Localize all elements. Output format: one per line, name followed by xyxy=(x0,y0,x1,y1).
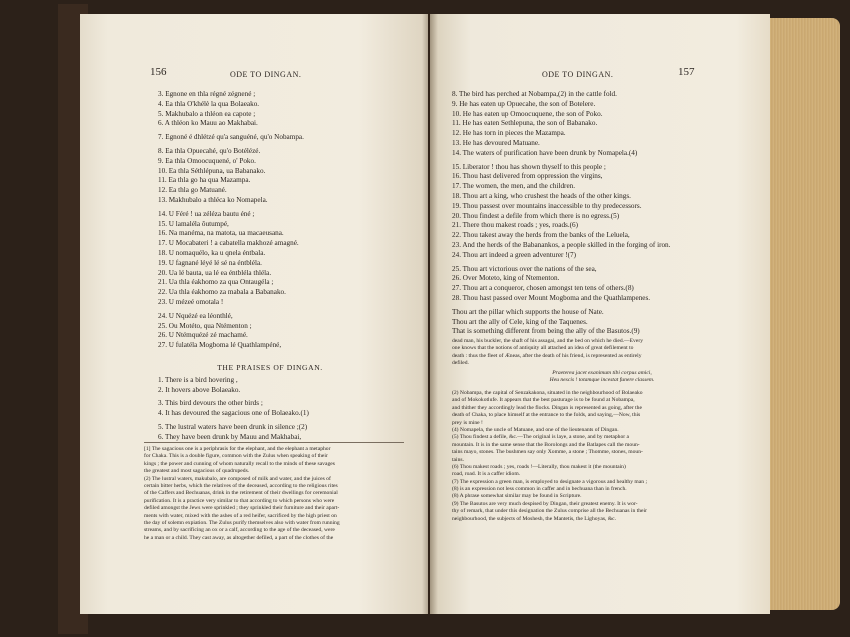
left-footnotes xyxy=(144,446,422,542)
footnote-line: and of Mokokotlufe. It appears that the best pasturage is to be found at Nobampa, xyxy=(452,397,635,404)
right-verse-list xyxy=(452,90,670,337)
right-page-number: 157 xyxy=(678,66,695,78)
footnote-line: thy of remark, that under this designation the Zulus comprise all the Bechuanas in their xyxy=(452,508,647,515)
verse-line: 27. Thou art a conqueror, chosen amongst ten tens of others.(8) xyxy=(452,284,634,293)
footnote-line: mountain. It is in the same sense that the Borolongs and the Batlapes call the moun- xyxy=(452,441,640,448)
left-verse-list xyxy=(158,90,304,351)
verse-line: 16. Thou hast delivered from oppression the virgins, xyxy=(452,172,603,181)
footnote-line: death of Chaka, to place himself at the entrance to the folds, and saying,—Now, this xyxy=(452,412,641,419)
verse-line: 12. Ea thla go Matuané. xyxy=(158,186,227,195)
praises-section xyxy=(140,359,400,443)
footnote-line: defiled amongst the Jews were sprinkled ; they sprinkled their furniture and their apart- xyxy=(144,505,340,512)
latin-line: Heu nescis ! totamque incestat funere classem. xyxy=(549,377,655,384)
footnote-line: dead man, his buckler, the shaft of his assagai, and the bed on which he died.—Every xyxy=(452,338,643,344)
verse-line: 17. U Mocabateri ! a cabatella makhozé amagné. xyxy=(158,239,299,248)
verse-line: 20. Thou findest a defile from which there is no egress.(5) xyxy=(452,211,620,220)
verse-line: 28. Thou hast passed over Mount Mogboma and the Quathlampenes. xyxy=(452,293,651,302)
right-footnotes xyxy=(452,390,752,523)
footnote-line: ments with water, mixed with the ashes of a red heifer, sacrificed by the high priest on xyxy=(144,512,337,519)
verse-line: 8. The bird has perched at Nobampa,(2) in the cattle fold. xyxy=(452,90,617,98)
praise-line: 2. It hovers above Bolaeako. xyxy=(158,385,241,394)
footnote-line: streams, and by sacrificing an ox or a calf, according to the age of the deceased, were xyxy=(144,527,335,534)
right-running-head: ODE TO DINGAN. xyxy=(542,70,614,79)
footnote-line: (6) Thou makest roads ; yes, roads !—Literally, thou makest it (the mountain) xyxy=(452,463,626,470)
verse-line: 3. Egnone en thla régné zégnené ; xyxy=(158,90,256,98)
footnote-line: (2) Nobampa, the capital of Senzakakona, situated in the neighbourhood of Bolaeako xyxy=(452,390,643,396)
praises-heading: THE PRAISES OF DINGAN. xyxy=(217,363,323,372)
left-page-number: 156 xyxy=(150,66,167,78)
verse-line: 16. Na manéma, na matota, ua macaeusana. xyxy=(158,229,284,238)
footnote-line: (8) is an expression not less common in caffer and in bechuana than in french. xyxy=(452,486,627,493)
praises-lines xyxy=(140,376,400,443)
latin-quote xyxy=(452,370,752,385)
verse-line: 12. He has torn in pieces the Mazampa. xyxy=(452,129,566,138)
praise-line: 5. The lustral waters have been drunk in silence ;(2) xyxy=(158,422,308,431)
verse-line: Thou art the ally of Cele, king of the Taquenes. xyxy=(452,317,588,326)
page-edges xyxy=(770,18,840,610)
verse-line: 19. Thou passest over mountains inaccessible to thy predecessors. xyxy=(452,201,642,210)
verse-line: 10. Ea thla Séthlépuna, ua Babanako. xyxy=(158,166,266,175)
verse-line: 14. The waters of purification have been drunk by Nomapela.(4) xyxy=(452,148,638,157)
footnote-line: the greatest and most sagacious of quadrupeds. xyxy=(144,468,250,475)
verse-line: 24. Thou art indeed a green adventurer !(7) xyxy=(452,250,576,259)
footnote-line: for Chaka. This is a double figure, common with the Zulus when speaking of their xyxy=(144,453,328,460)
footnote-line: (4) Nomapela, the uncle of Matuane, and one of the lieutenants of Dingan. xyxy=(452,426,619,433)
verse-line: Thou art the pillar which supports the house of Nate. xyxy=(452,307,604,316)
footnote-line: (5) Thou findest a defile, &c.—The original is laye, a stone, and by metaphor a xyxy=(452,434,629,441)
verse-line: 15. U lamaléla ôutumpé, xyxy=(158,219,229,228)
verse-line: 4. Ea thla O'khélè la qua Bolaeako. xyxy=(158,99,260,108)
verse-line: 26. U Ntémquézé zé machamé. xyxy=(158,331,248,340)
verse-line: 14. U Féré ! ua zéléza bautu éné ; xyxy=(158,209,255,218)
verse-line: 21. There thou makest roads ; yes, roads.(6) xyxy=(452,221,579,230)
verse-line: 8. Ea thla Opuecahé, qu'o Botélézé. xyxy=(158,146,261,155)
praise-line: 6. They have been drunk by Mauu and Makhabai, xyxy=(158,432,302,441)
verse-line: 18. U nomaquélo, ka u qnela éntbala. xyxy=(158,248,266,257)
right-notes-intro xyxy=(452,338,752,368)
footnote-line: defiled. xyxy=(452,360,469,367)
verse-line: 5. Makhubalo a thléon ea capote ; xyxy=(158,109,256,118)
verse-line: 25. Thou art victorious over the nations of the sea, xyxy=(452,264,597,273)
footnote-line: road, road. It is a caffer idiom. xyxy=(452,471,521,478)
latin-line: Praeterea jacet exanimum tibi corpus amici, xyxy=(552,370,652,376)
verse-line: 11. Ea thla go ha qua Mazampa. xyxy=(158,176,251,185)
verse-line: 26. Over Moteto, king of Ntementon. xyxy=(452,274,560,283)
verse-line: 22. Thou takest away the herds from the banks of the Leluela, xyxy=(452,231,630,240)
verse-line: 19. U fagnané léyé lé sé na éntbléla. xyxy=(158,258,262,267)
footnote-line: he a man or a child. They cast away, as altogether defiled, a part of the clothes of the xyxy=(144,534,334,541)
footnote-line: neighbourhood, the subjects of Moshesh, the Mantetis, the Lighoyas, &c. xyxy=(452,515,617,522)
footnote-line: tains mayo, stones. The bushmen say only Xomme, a stone ; Thomme, stones, moun- xyxy=(452,449,643,456)
verse-line: 25. Ou Motéto, qua Ntémenton ; xyxy=(158,321,252,330)
book-gutter xyxy=(422,14,438,614)
footnote-line: [1] The sagacious one is a periphrasis for the elephant, and the elephant a metaphor xyxy=(144,446,331,452)
footnote-line: the day of solemn expiation. The Zulus purify themselves also with water from running xyxy=(144,519,340,526)
verse-line: 24. U Nquézé ea léonthlé, xyxy=(158,311,233,320)
verse-line: 9. He has eaten up Opuecahe, the son of Botelere. xyxy=(452,99,596,108)
praise-line: 1. There is a bird hovering , xyxy=(158,375,238,384)
footnote-line: (2) The lustral waters, makubalo, are composed of milk and water, and the juices of xyxy=(144,475,331,482)
verse-line: 6. A thléon ko Mauu ao Makhabai. xyxy=(158,119,258,128)
verse-line: 13. Makhubalo a thléca ko Nomapela. xyxy=(158,195,268,204)
footnote-line: prey is mine ! xyxy=(452,419,483,426)
footnote-line: purification. It is a practice very similar to that according to which persons who were xyxy=(144,497,335,504)
verse-line: 15. Liberator ! thou has shown thyself to this people ; xyxy=(452,162,606,171)
footnote-line: death : thus the fleet of Æneas, after the death of his friend, is represented as entirely xyxy=(452,352,642,359)
verse-line: 27. U fulatéla Mogboma lé Quathlampéné, xyxy=(158,341,282,350)
footnote-line: (8) A phrase somewhat similar may be found in Scripture. xyxy=(452,493,582,500)
right-page xyxy=(430,14,770,614)
praise-line: 4. It has devoured the sagacious one of Bolaeako.(1) xyxy=(158,409,309,418)
verse-line: 10. He has eaten up Omoocuquene, the son of Poko. xyxy=(452,109,603,118)
footnote-line: certain bitter herbs, which the relatives of the deceased, according to the religious rites xyxy=(144,482,338,489)
verse-line: 23. U mézeé omotala ! xyxy=(158,297,224,306)
footnote-line: kings ; the power and cunning of whom naturally recall to the minds of these savages xyxy=(144,460,335,467)
verse-line: 20. Ua lé bauta, ua lé ea éntbléla thléla. xyxy=(158,268,272,277)
verse-line: 22. Ua thla éakhomo za mabala a Babanako. xyxy=(158,288,286,297)
footnote-line: (9) The Basutos are very much despised by Dingan, their greatest enemy. It is wor- xyxy=(452,500,638,507)
verse-line: 18. Thou art a king, who crushest the heads of the other kings. xyxy=(452,191,631,200)
verse-line: 13. He has devoured Matuane. xyxy=(452,138,540,147)
verse-line: 17. The women, the men, and the children. xyxy=(452,182,576,191)
verse-line: 21. Ua thla éakhomo za qua Ontaugéla ; xyxy=(158,278,274,287)
verse-line: 9. Ea thla Omoocuquené, o' Poko. xyxy=(158,156,256,165)
left-page xyxy=(80,14,428,614)
praise-line: 3. This bird devours the other birds ; xyxy=(158,399,263,408)
verse-line: 7. Egnoné é dhlétzé qu'a sanguéné, qu'o Nobampa. xyxy=(158,133,304,142)
verse-line: That is something different from being the ally of the Basutos.(9) xyxy=(452,327,640,336)
verse-line: 23. And the herds of the Babanankos, a people skilled in the forging of iron. xyxy=(452,240,671,249)
footnote-line: one knows that the notions of antiquity all attached an idea of great defilement to xyxy=(452,345,634,352)
verse-line: 11. He has eaten Sethlepuna, the son of Babanako. xyxy=(452,119,598,128)
left-footnote-rule xyxy=(144,442,404,443)
footnote-line: of the Caffers and Bechuanas, drink in the retirement of their dwellings for ceremonial xyxy=(144,490,338,497)
footnote-line: (7) The expression a green man, is employed to designate a vigorous and healthy man ; xyxy=(452,478,648,485)
footnote-line: and thither they accordingly lead the flocks. Dingan is represented as going, after the xyxy=(452,404,642,411)
left-running-head: ODE TO DINGAN. xyxy=(230,70,302,79)
footnote-line: tains. xyxy=(452,456,464,463)
